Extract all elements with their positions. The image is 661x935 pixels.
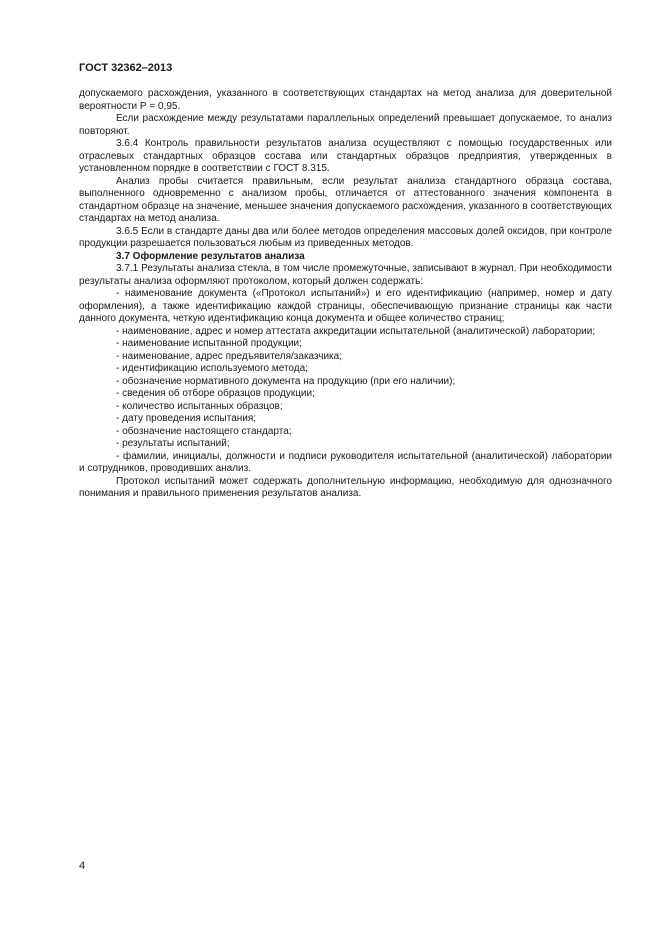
- paragraph: Протокол испытаний может содержать дополнительную информацию, необходимую для однозначного понимания и правильного применения результатов анализа.: [79, 475, 612, 499]
- document-body: [79, 88, 612, 501]
- section-title: 3.7 Оформление результатов анализа: [116, 250, 305, 262]
- list-item: - наименование испытанной продукции;: [116, 338, 302, 349]
- list-item: - идентификацию используемого метода;: [116, 363, 308, 374]
- paragraph-continuation: допускаемого расхождения, указанного в соответствующих стандартах на метод анализа для доверительной вероятности Р = 0,95.: [79, 88, 612, 112]
- list-item: - дату проведения испытания;: [116, 413, 257, 424]
- paragraph: Если расхождение между результатами параллельных определений превышает допускаемое, то анализ повторяют.: [79, 113, 612, 137]
- list-item: - обозначение нормативного документа на продукцию (при его наличии);: [116, 375, 456, 387]
- paragraph-3-6-5: 3.6.5 Если в стандарте даны два или более методов определения массовых долей оксидов, при контроле продукции разрешается пользоваться любым из приведенных методов.: [79, 225, 612, 249]
- page-number: 4: [79, 860, 86, 872]
- paragraph-3-6-4: 3.6.4 Контроль правильности результатов анализа осуществляют с помощью государственных или отраслевых стандартных образцов состава или стандартных образцов предприятия, утвержденных в установленном порядке в соответствии с ГОСТ 8.315.: [79, 138, 612, 174]
- list-item: - сведения об отборе образцов продукции;: [116, 388, 315, 399]
- list-item: - результаты испытаний;: [116, 438, 230, 449]
- list-item: - количество испытанных образцов;: [116, 400, 283, 412]
- list-item: - наименование документа («Протокол испытаний») и его идентификацию (например, номер и дату оформления), а также идентификацию каждой страницы, обеспечивающую признание страницы как части данного документа, четкую идентификацию конца документа и общее количество страниц;: [79, 288, 612, 324]
- list-item: - фамилии, инициалы, должности и подписи руководителя испытательной (аналитической) лаборатории и сотрудников, проводивших анализ.: [79, 450, 612, 474]
- list-item: - наименование, адрес предъявителя/заказчика;: [116, 350, 342, 362]
- paragraph: Анализ пробы считается правильным, если результат анализа стандартного образца состава, выполненного одновременно с анализом пробы, отличается от аттестованного значения компонента в стандартном образце на значение, меньшее значения допускаемого расхождения, указанного в соответствующих стандартах на метод анализа.: [79, 175, 612, 224]
- document-header: ГОСТ 32362–2013: [79, 62, 173, 74]
- list-item: - обозначение настоящего стандарта;: [116, 425, 292, 437]
- list-item: - наименование, адрес и номер аттестата аккредитации испытательной (аналитической) лаборатории;: [116, 325, 596, 337]
- paragraph-3-7-1: 3.7.1 Результаты анализа стекла, в том числе промежуточные, записывают в журнал. При необходимости результаты анализа оформляют протоколом, который должен содержать:: [79, 263, 612, 287]
